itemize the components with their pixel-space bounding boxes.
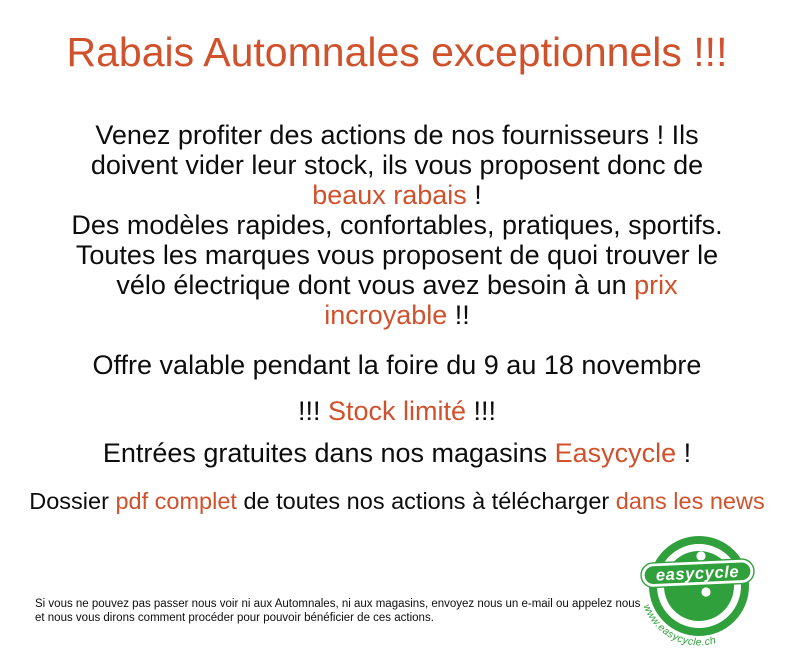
models-line-4 xyxy=(0,300,794,330)
stock-line xyxy=(0,396,794,426)
models-line-3 xyxy=(0,270,794,300)
intro-line-1: Venez profiter des actions de nos fournisseurs ! Ils xyxy=(95,120,699,150)
intro-paragraph xyxy=(0,120,794,330)
models-line-4-tail: !! xyxy=(447,300,470,330)
logo-dot-bottom xyxy=(701,587,710,596)
footnote-line-1: Si vous ne pouvez pas passer nous voir ni aux Automnales, ni aux magasins, envoyez nous un e-mail ou appelez nous xyxy=(35,598,641,610)
highlight-incroyable: incroyable xyxy=(324,300,448,330)
highlight-beaux-rabais: beaux rabais xyxy=(312,180,467,210)
footnote-line-2: et nous vous dirons comment procéder pour pouvoir bénéficier de ces actions. xyxy=(35,612,434,624)
logo-dot-top xyxy=(696,551,705,560)
pdf-complet-link[interactable]: pdf complet xyxy=(115,488,237,514)
stock-prefix: !!! xyxy=(297,396,328,426)
entries-line xyxy=(0,438,794,468)
easycycle-logo-icon xyxy=(640,532,762,648)
intro-line-3 xyxy=(0,180,794,210)
entries-text: Entrées gratuites dans nos magasins xyxy=(102,438,555,468)
footnote xyxy=(35,597,645,625)
dans-les-news-link[interactable]: dans les news xyxy=(615,488,765,514)
intro-line-2: doivent vider leur stock, ils vous proposent donc de xyxy=(90,150,704,180)
logo-url-text: www.easycycle.ch xyxy=(640,602,718,648)
offer-line: Offre valable pendant la foire du 9 au 18 novembre xyxy=(92,350,702,380)
models-line-3-text: vélo électrique dont vous avez besoin à un xyxy=(116,270,635,300)
models-line-2: Toutes les marques vous proposent de quoi trouver le xyxy=(75,240,719,270)
page-title: Rabais Automnales exceptionnels !!! xyxy=(66,29,728,75)
dossier-text-2: de toutes nos actions à télécharger xyxy=(236,488,616,514)
dossier-text-1: Dossier xyxy=(29,488,116,514)
stock-suffix: !!! xyxy=(466,396,497,426)
models-line-1: Des modèles rapides, confortables, pratiques, sportifs. xyxy=(71,210,723,240)
entries-suffix: ! xyxy=(676,438,692,468)
logo-pill xyxy=(641,559,755,588)
easycycle-logo[interactable] xyxy=(640,532,762,648)
intro-line-3-tail: ! xyxy=(466,180,482,210)
logo-wordmark: easycycle xyxy=(655,562,740,585)
highlight-easycycle: Easycycle xyxy=(554,438,677,468)
dossier-line xyxy=(0,488,794,515)
highlight-prix: prix xyxy=(634,270,678,300)
highlight-stock-limite: Stock limité xyxy=(327,396,467,426)
